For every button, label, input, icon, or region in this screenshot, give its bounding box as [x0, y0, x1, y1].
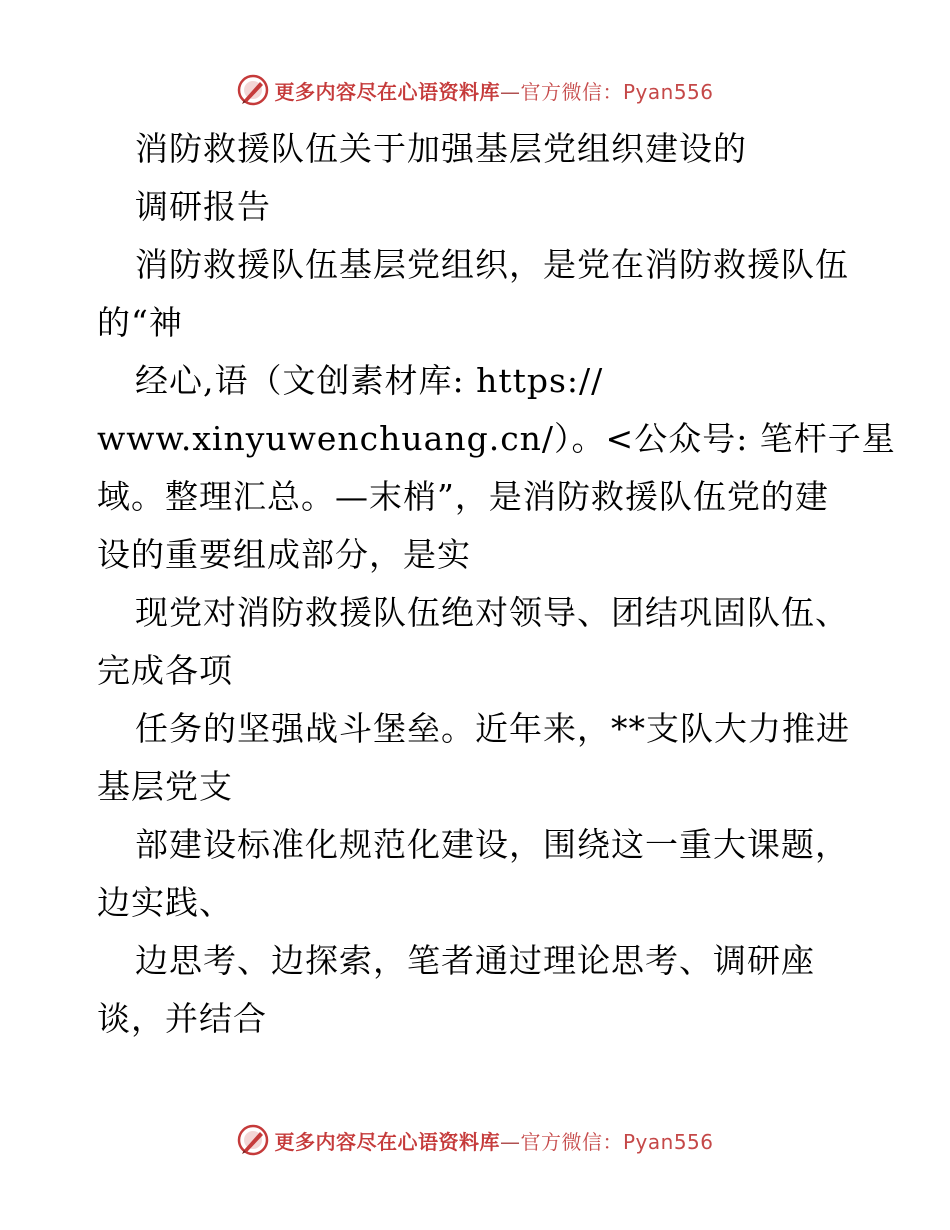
pen-logo-icon — [236, 1123, 270, 1157]
header-banner-inner — [236, 73, 713, 107]
paragraph-line: 任务的坚强战斗堡垒。近年来，**支队大力推进 — [135, 709, 850, 748]
paragraph-line: 谈，并结合 — [97, 999, 267, 1038]
document-body — [97, 120, 896, 1048]
paragraph-line: 基层党支 — [97, 767, 233, 806]
header-banner-main: 更多内容尽在心语资料库 — [274, 79, 500, 104]
header-banner — [0, 70, 950, 110]
paragraph-line: 消防救援队伍基层党组织，是党在消防救援队伍 — [135, 245, 849, 284]
header-banner-wechat-id: Pyan556 — [622, 79, 714, 104]
document-title-line-2: 调研报告 — [135, 187, 271, 226]
paragraph-line: 域。整理汇总。—末梢”，是消防救援队伍党的建 — [97, 477, 829, 516]
paragraph-line: 的“神 — [97, 303, 183, 342]
footer-banner-dash: — — [499, 1129, 521, 1154]
document-title-line-1: 消防救援队伍关于加强基层党组织建设的 — [135, 129, 747, 168]
paragraph-line: 边思考、边探索，笔者通过理论思考、调研座 — [135, 941, 815, 980]
paragraph-line: 设的重要组成部分，是实 — [97, 535, 471, 574]
header-banner-dash: — — [499, 79, 521, 104]
footer-banner — [0, 1120, 950, 1160]
paragraph-line: www.xinyuwenchuang.cn/）。<公众号: 笔杆子星 — [97, 419, 896, 458]
header-banner-wechat-label: 官方微信： — [520, 79, 623, 104]
footer-banner-main: 更多内容尽在心语资料库 — [274, 1129, 500, 1154]
pen-logo-icon — [236, 73, 270, 107]
paragraph-line: 边实践、 — [97, 883, 233, 922]
paragraph-line: 现党对消防救援队伍绝对领导、团结巩固队伍、 — [135, 593, 849, 632]
footer-banner-wechat-id: Pyan556 — [622, 1129, 714, 1154]
footer-banner-text — [274, 1126, 713, 1155]
paragraph-line: 部建设标准化规范化建设，围绕这一重大课题， — [135, 825, 849, 864]
paragraph-line: 经心,语（文创素材库: https:// — [135, 361, 604, 400]
footer-banner-wechat-label: 官方微信： — [520, 1129, 623, 1154]
paragraph-line: 完成各项 — [97, 651, 233, 690]
footer-banner-inner — [236, 1123, 713, 1157]
header-banner-text — [274, 76, 713, 105]
